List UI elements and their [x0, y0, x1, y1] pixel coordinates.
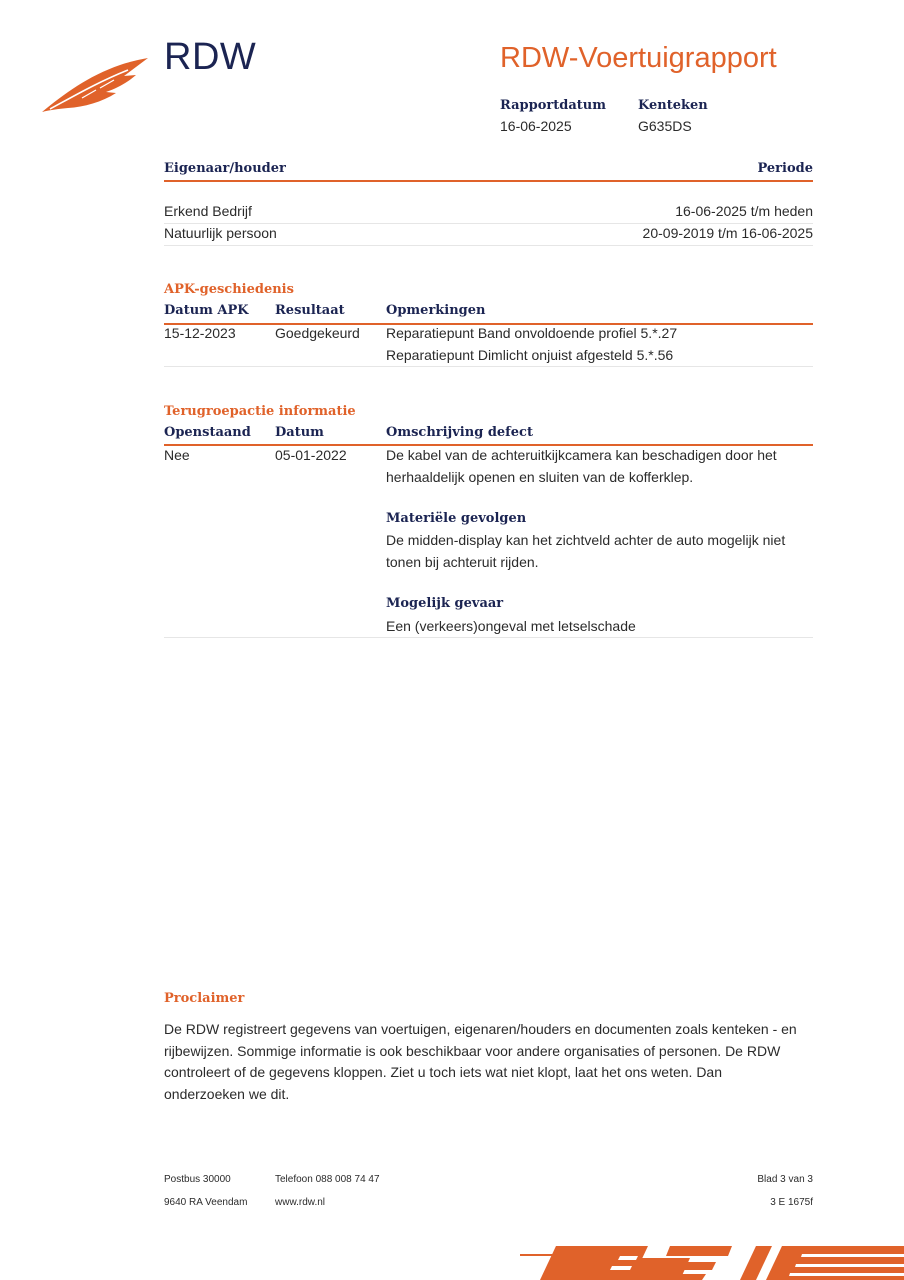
- footer-page-number: Blad 3 van 3: [757, 1174, 813, 1185]
- apk-remarks-column-header: Opmerkingen: [386, 303, 486, 318]
- plate-value: G635DS: [638, 118, 692, 134]
- recall-section-title: Terugroepactie informatie: [164, 404, 356, 419]
- recall-description-line-1: De kabel van de achteruitkijkcamera kan beschadigen door het: [386, 447, 777, 463]
- recall-date-value: 05-01-2022: [275, 447, 347, 463]
- recall-danger-title: Mogelijk gevaar: [386, 596, 504, 611]
- owner-row-1-owner: Erkend Bedrijf: [164, 203, 252, 219]
- owners-row-divider: [164, 223, 813, 224]
- recall-open-value: Nee: [164, 447, 190, 463]
- footer-document-code: 3 E 1675f: [770, 1197, 813, 1208]
- apk-row-date: 15-12-2023: [164, 325, 236, 341]
- apk-section-title: APK-geschiedenis: [164, 282, 294, 297]
- owner-row-2-period: 20-09-2019 t/m 16-06-2025: [642, 225, 813, 241]
- document-title: RDW-Voertuigrapport: [500, 42, 777, 74]
- recall-open-column-header: Openstaand: [164, 425, 251, 440]
- recall-consequences-title: Materiële gevolgen: [386, 511, 527, 526]
- owner-row-2-owner: Natuurlijk persoon: [164, 225, 277, 241]
- apk-row-remark-1: Reparatiepunt Band onvoldoende profiel 5.*.27: [386, 325, 678, 341]
- footer-city: 9640 RA Veendam: [164, 1197, 248, 1208]
- apk-date-column-header: Datum APK: [164, 303, 249, 318]
- apk-bottom-divider: [164, 366, 813, 367]
- apk-result-column-header: Resultaat: [275, 303, 345, 318]
- report-date-label: Rapportdatum: [500, 98, 606, 113]
- recall-consequences-line-1: De midden-display kan het zichtveld achter de auto mogelijk niet: [386, 532, 786, 548]
- owner-row-1-period: 16-06-2025 t/m heden: [675, 203, 813, 219]
- report-date-value: 16-06-2025: [500, 118, 572, 134]
- report-date-block: [500, 98, 606, 134]
- recall-danger-text: Een (verkeers)ongeval met letselschade: [386, 618, 636, 634]
- period-column-header: Periode: [757, 161, 813, 176]
- apk-row-remark-2: Reparatiepunt Dimlicht onjuist afgesteld 5.*.56: [386, 347, 674, 363]
- recall-consequences-line-2: tonen bij achteruit rijden.: [386, 554, 539, 570]
- decorative-stripes-icon: [520, 1244, 904, 1280]
- rdw-feather-logo-icon: [42, 58, 148, 114]
- owners-header-rule: [164, 180, 813, 182]
- footer-website-link[interactable]: www.rdw.nl: [275, 1197, 326, 1208]
- proclaimer-title: Proclaimer: [164, 991, 245, 1006]
- footer-phone: Telefoon 088 008 74 47: [275, 1174, 380, 1185]
- owners-bottom-divider: [164, 245, 813, 246]
- recall-header-rule: [164, 444, 813, 446]
- plate-label: Kenteken: [638, 98, 708, 113]
- apk-row-result: Goedgekeurd: [275, 325, 360, 341]
- plate-block: [638, 98, 708, 134]
- proclaimer-text: De RDW registreert gegevens van voertuigen, eigenaren/houders en documenten zoals kenteken - en rijbewijzen. Sommige informatie is ook beschikbaar voor andere organisaties of personen. De RDW controleert of de gegevens kloppen. Ziet u toch iets wat niet klopt, laat het ons weten. Dan onderzoeken we dit.: [164, 1021, 797, 1102]
- owner-column-header: Eigenaar/houder: [164, 161, 286, 176]
- recall-description-column-header: Omschrijving defect: [386, 425, 533, 440]
- rdw-logo-text: RDW: [164, 36, 257, 78]
- footer-postbus: Postbus 30000: [164, 1174, 231, 1185]
- recall-date-column-header: Datum: [275, 425, 324, 440]
- recall-bottom-divider: [164, 637, 813, 638]
- recall-description-line-2: herhaaldelijk openen en sluiten van de kofferklep.: [386, 469, 694, 485]
